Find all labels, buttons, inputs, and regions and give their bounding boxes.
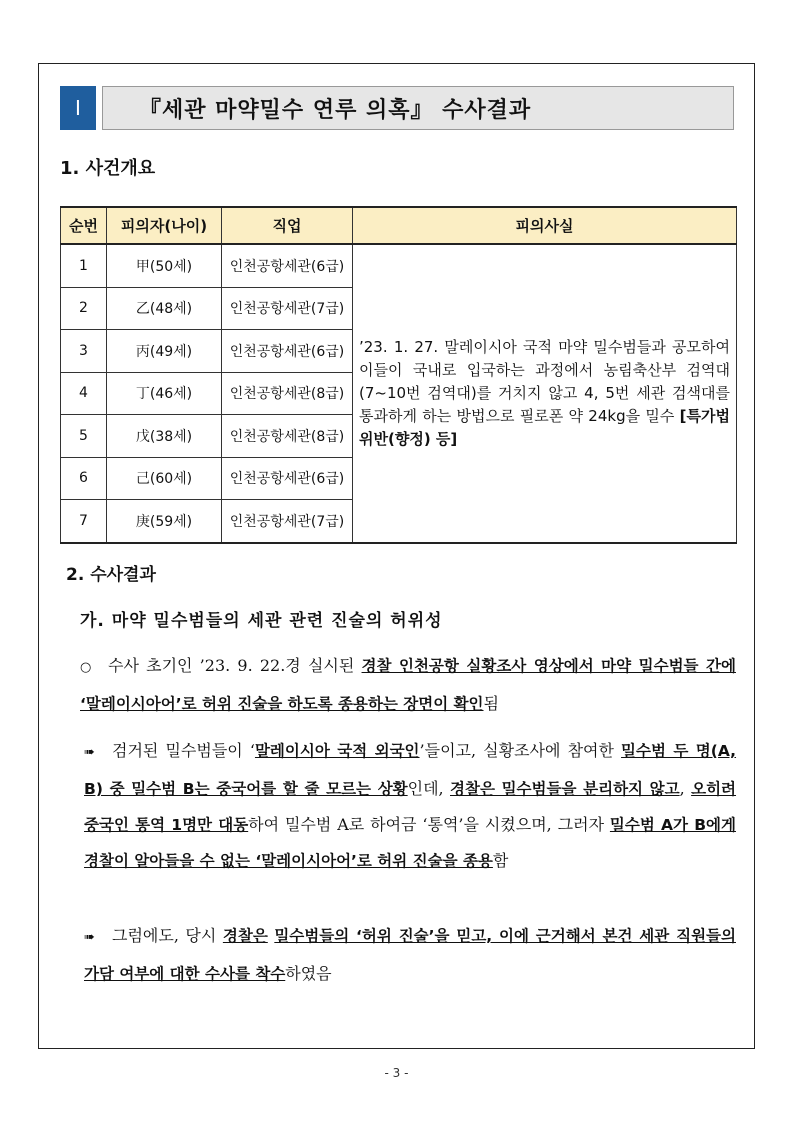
heading-investigation-result: 2. 수사결과: [66, 565, 156, 585]
text-run: 하여 밀수범 A로 하여금 ‘통역’을 시켰으며, 그러자: [248, 815, 610, 834]
cell-job: 인천공항세관(6급): [222, 330, 353, 373]
heading-case-overview: 1. 사건개요: [60, 158, 156, 179]
text-run: 수사 초기인 ’23. 9. 22.경 실시된: [108, 656, 362, 675]
text-run: ,: [679, 779, 692, 798]
cell-suspect: 丙(49세): [107, 330, 222, 373]
table-row: [61, 244, 737, 287]
case-table: [60, 206, 737, 544]
page-number: - 3 -: [384, 1066, 409, 1080]
table-header-row: [61, 207, 737, 244]
arrow-bullet-icon: ➠: [84, 745, 95, 760]
cell-no: 6: [61, 457, 107, 500]
emphasis-run: 밀수범 두 명(A, B) 중 밀수범 B는 중국어를 할 줄 모르는 상황: [84, 742, 737, 798]
cell-job: 인천공항세관(8급): [222, 372, 353, 415]
header-job: 직업: [222, 207, 353, 244]
fact-charge: [특가법위반(향정) 등]: [359, 406, 730, 448]
cell-suspect: 庚(59세): [107, 500, 222, 543]
emphasis-run: 말레이시아 국적 외국인: [254, 742, 420, 760]
text-run: 검거된 밀수범들이 ‘: [112, 741, 255, 760]
section-number: Ⅰ: [60, 86, 96, 130]
arrow-bullet-icon: ➠: [84, 930, 95, 945]
cell-no: 3: [61, 330, 107, 373]
paragraph-smugglers-arrested: [84, 733, 736, 879]
cell-suspect: 戊(38세): [107, 415, 222, 458]
fact-text: ’23. 1. 27. 말레이시아 국적 마약 밀수범들과 공모하여 이들이 국내로 입국하는 과정에서 농림축산부 검역대(7~10번 검역대)를 거치지 않고 4, 5번 세관 검색대를 통과하게 하는 방법으로 필로폰 약 24kg을 밀수: [359, 337, 730, 425]
header-no: 순번: [61, 207, 107, 244]
cell-suspect: 己(60세): [107, 457, 222, 500]
cell-job: 인천공항세관(8급): [222, 415, 353, 458]
cell-job: 인천공항세관(7급): [222, 287, 353, 330]
emphasis-run: 밀수범들의 ‘허위 진술’을 믿고, 이에 근거해서 본건 세관 직원들의 가담 여부에 대한 수사를 착수: [84, 927, 736, 983]
cell-no: 2: [61, 287, 107, 330]
text-run: 함: [492, 851, 509, 870]
cell-suspect: 丁(46세): [107, 372, 222, 415]
emphasis-run: 경찰 인천공항 실황조사 영상에서 마약 밀수범들 간에 ‘말레이시아어’로 허위 진술을 하도록 종용하는 장면이 확인: [80, 657, 736, 713]
cell-no: 1: [61, 244, 107, 287]
section-title: 『세관 마약밀수 연루 의혹』 수사결과: [102, 86, 734, 130]
emphasis-run: 밀수범 A가 B에게 경찰이 알아들을 수 없는 ‘말레이시아어’로 허위 진술을 종용: [84, 816, 736, 870]
text-run: ’들이고, 실황조사에 참여한: [419, 741, 622, 760]
cell-job: 인천공항세관(6급): [222, 244, 353, 287]
header-fact: 피의사실: [353, 207, 737, 244]
cell-fact: [353, 244, 737, 543]
cell-job: 인천공항세관(7급): [222, 500, 353, 543]
cell-suspect: 甲(50세): [107, 244, 222, 287]
paragraph-initial-investigation: [80, 648, 736, 722]
circle-bullet-icon: ○: [80, 660, 92, 675]
cell-suspect: 乙(48세): [107, 287, 222, 330]
paragraph-police-believed: [84, 918, 736, 992]
emphasis-run: 경찰은 밀수범들을 분리하지 않고: [450, 780, 680, 798]
section-title-box: [60, 86, 734, 130]
emphasis-run: 오히려 중국인 통역 1명만 대동: [84, 780, 737, 834]
cell-no: 5: [61, 415, 107, 458]
emphasis-run: 경찰은: [222, 927, 268, 945]
text-run: 그럼에도, 당시: [112, 926, 223, 945]
text-run: 인데,: [407, 779, 450, 798]
cell-no: 7: [61, 500, 107, 543]
text-run: 됨: [483, 694, 499, 713]
cell-job: 인천공항세관(6급): [222, 457, 353, 500]
subheading-false-statement: 가. 마약 밀수범들의 세관 관련 진술의 허위성: [80, 611, 443, 631]
header-suspect: 피의자(나이): [107, 207, 222, 244]
cell-no: 4: [61, 372, 107, 415]
text-run: 하였음: [285, 964, 332, 983]
